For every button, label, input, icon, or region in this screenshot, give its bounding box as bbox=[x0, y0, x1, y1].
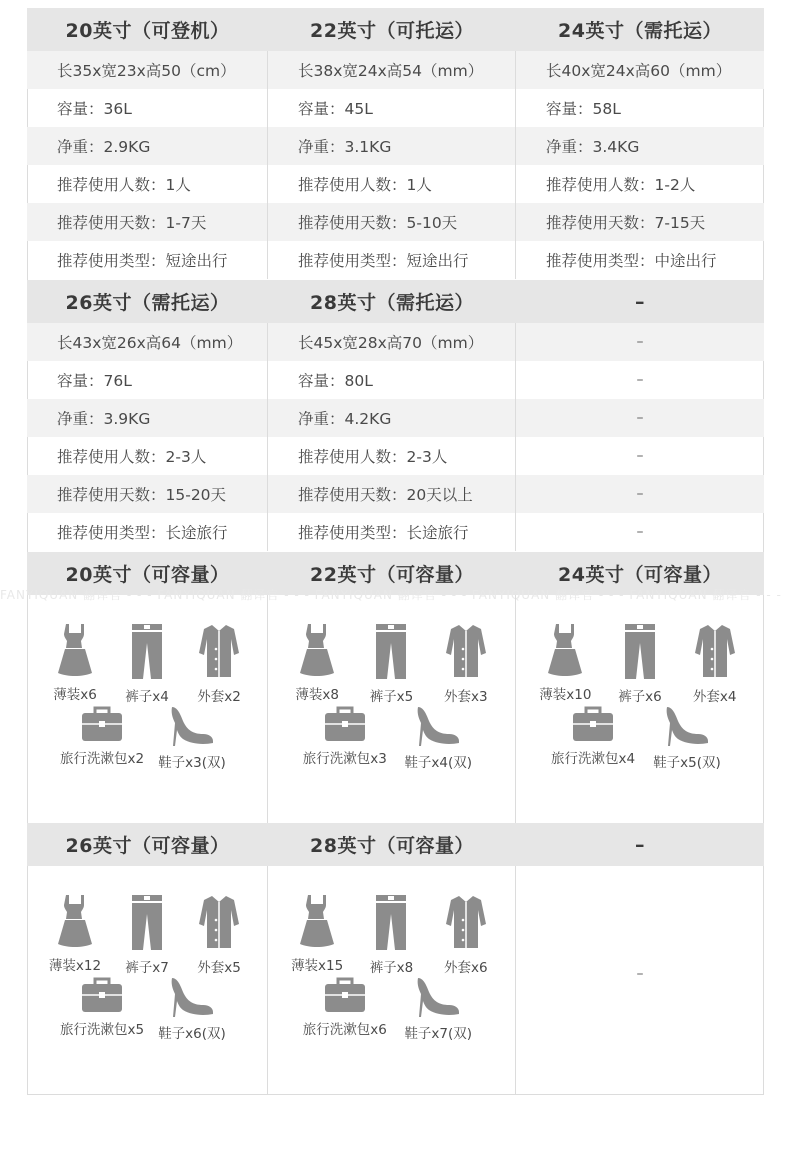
pants-item bbox=[112, 894, 182, 976]
dress-icon bbox=[299, 623, 335, 679]
spec-cell: 推荐使用天数：7-15天 bbox=[546, 214, 706, 232]
shoes-label: 鞋子x3(双) bbox=[158, 755, 226, 771]
shoes-icon bbox=[415, 976, 461, 1018]
bag-icon bbox=[80, 976, 124, 1014]
spec-row bbox=[27, 89, 764, 127]
spec-row bbox=[27, 437, 764, 475]
spec-cell: 容量：58L bbox=[546, 100, 621, 118]
spec-header-cell: 28英寸（需托运） bbox=[310, 292, 474, 314]
spec-cell: 净重：3.9KG bbox=[27, 399, 268, 437]
dress-item bbox=[282, 623, 352, 705]
spec-header-row-2 bbox=[27, 280, 764, 323]
spec-cell: – bbox=[636, 448, 644, 464]
spec-cell: 净重：2.9KG bbox=[27, 127, 268, 165]
spec-cell: 容量：80L bbox=[268, 361, 516, 399]
spec-header-cell: – bbox=[635, 290, 645, 313]
bag-item bbox=[550, 705, 636, 771]
pants-item bbox=[112, 623, 182, 705]
spec-cell: – bbox=[636, 410, 644, 426]
spec-cell: 推荐使用类型：长途旅行 bbox=[268, 513, 516, 551]
shoes-label: 鞋子x7(双) bbox=[404, 1026, 473, 1042]
spec-row bbox=[27, 361, 764, 399]
spec-row bbox=[27, 399, 764, 437]
pants-icon bbox=[623, 623, 657, 681]
capacity-cell bbox=[27, 866, 268, 1095]
shoes-icon bbox=[169, 705, 215, 747]
dress-icon bbox=[547, 623, 583, 679]
watermark: FANYIQUAN 翻译官 - - - FANYIQUAN 翻译官 - - - FANYIQUAN 翻译官 - - - FANYIQUAN 翻译官 - - - FANYIQUAN 翻译官 - - - bbox=[0, 588, 782, 602]
capacity-cell bbox=[516, 866, 764, 1095]
dress-label: 薄装x10 bbox=[539, 687, 592, 703]
pants-label: 裤子x6 bbox=[618, 689, 662, 705]
pants-label: 裤子x4 bbox=[125, 689, 169, 705]
spec-cell: 推荐使用类型：短途出行 bbox=[268, 241, 516, 279]
capacity-cell bbox=[268, 595, 516, 823]
bag-item bbox=[302, 705, 387, 771]
spec-row bbox=[27, 323, 764, 361]
capacity-header-cell: 26英寸（可容量） bbox=[65, 835, 230, 857]
capacity-header-cell: 24英寸（可容量） bbox=[558, 564, 722, 586]
spec-cell: 推荐使用天数：15-20天 bbox=[27, 475, 268, 513]
coat-label: 外套x5 bbox=[197, 960, 241, 976]
coat-icon bbox=[444, 623, 488, 681]
coat-icon bbox=[197, 894, 241, 952]
spec-row bbox=[27, 165, 764, 203]
coat-item bbox=[431, 894, 501, 976]
spec-row bbox=[27, 203, 764, 241]
bag-item bbox=[59, 976, 145, 1042]
spec-cell: 长43x宽26x高64（mm） bbox=[27, 323, 268, 361]
bag-label: 旅行洗漱包x3 bbox=[302, 751, 387, 767]
bag-label: 旅行洗漱包x4 bbox=[550, 751, 636, 767]
spec-row bbox=[27, 51, 764, 89]
capacity-header-cell: 22英寸（可容量） bbox=[310, 564, 474, 586]
dress-label: 薄装x8 bbox=[295, 687, 339, 703]
dress-label: 薄装x12 bbox=[48, 958, 102, 974]
pants-label: 裤子x7 bbox=[125, 960, 169, 976]
spec-header-cell: 22英寸（可托运） bbox=[310, 20, 474, 42]
coat-item bbox=[184, 894, 254, 976]
spec-cell: 净重：4.2KG bbox=[268, 399, 516, 437]
spec-header-cell: 26英寸（需托运） bbox=[65, 292, 230, 314]
capacity-header-cell: 20英寸（可容量） bbox=[65, 564, 230, 586]
dress-label: 薄装x6 bbox=[53, 687, 97, 703]
spec-cell: 推荐使用人数：2-3人 bbox=[27, 437, 268, 475]
spec-cell: 净重：3.1KG bbox=[268, 127, 516, 165]
spec-cell: 容量：76L bbox=[27, 361, 268, 399]
capacity-cell bbox=[27, 595, 268, 823]
empty-dash: – bbox=[636, 966, 644, 982]
shoes-icon bbox=[664, 705, 710, 747]
bag-icon bbox=[323, 976, 367, 1014]
spec-cell: 容量：45L bbox=[268, 89, 516, 127]
capacity-header-cell: – bbox=[635, 833, 645, 856]
spec-cell: 推荐使用人数：1人 bbox=[27, 165, 268, 203]
coat-label: 外套x3 bbox=[444, 689, 488, 705]
pants-item bbox=[356, 623, 426, 705]
dress-icon bbox=[57, 894, 93, 950]
shoes-label: 鞋子x5(双) bbox=[653, 755, 721, 771]
spec-cell: 推荐使用类型：长途旅行 bbox=[27, 513, 268, 551]
dress-icon bbox=[57, 623, 93, 679]
bag-icon bbox=[80, 705, 124, 743]
spec-cell: 推荐使用天数：20天以上 bbox=[268, 475, 516, 513]
shoes-icon bbox=[169, 976, 215, 1018]
spec-cell: 容量：36L bbox=[27, 89, 268, 127]
spec-cell: 长35x宽23x高50（cm） bbox=[27, 51, 268, 89]
coat-icon bbox=[693, 623, 737, 681]
spec-cell: – bbox=[636, 334, 644, 350]
shoes-item bbox=[652, 705, 722, 771]
spec-cell: 推荐使用类型：中途出行 bbox=[546, 252, 717, 270]
shoes-icon bbox=[415, 705, 461, 747]
pants-label: 裤子x5 bbox=[369, 689, 414, 705]
spec-cell: 长40x宽24x高60（mm） bbox=[546, 62, 732, 80]
coat-label: 外套x6 bbox=[444, 960, 488, 976]
pants-icon bbox=[130, 894, 164, 952]
coat-icon bbox=[197, 623, 241, 681]
bag-label: 旅行洗漱包x2 bbox=[59, 751, 145, 767]
shoes-label: 鞋子x6(双) bbox=[158, 1026, 226, 1042]
bag-icon bbox=[323, 705, 367, 743]
spec-cell: 净重：3.4KG bbox=[546, 138, 640, 156]
dress-item bbox=[282, 894, 352, 976]
dress-item bbox=[40, 623, 110, 705]
capacity-cell bbox=[268, 866, 516, 1095]
coat-item bbox=[431, 623, 501, 705]
capacity-header-cell: 28英寸（可容量） bbox=[310, 835, 474, 857]
pants-item bbox=[605, 623, 675, 705]
spec-row bbox=[27, 241, 764, 279]
spec-row bbox=[27, 513, 764, 551]
bag-label: 旅行洗漱包x5 bbox=[59, 1022, 145, 1038]
coat-item bbox=[680, 623, 750, 705]
spec-cell: 推荐使用人数：2-3人 bbox=[268, 437, 516, 475]
coat-label: 外套x2 bbox=[197, 689, 241, 705]
shoes-item bbox=[403, 976, 473, 1042]
capacity-cell bbox=[516, 595, 764, 823]
bag-label: 旅行洗漱包x6 bbox=[302, 1022, 387, 1038]
spec-cell: 长38x宽24x高54（mm） bbox=[268, 51, 516, 89]
spec-row bbox=[27, 475, 764, 513]
spec-cell: 推荐使用天数：1-7天 bbox=[27, 203, 268, 241]
spec-row bbox=[27, 127, 764, 165]
spec-cell: 推荐使用人数：1-2人 bbox=[546, 176, 696, 194]
spec-cell: – bbox=[636, 372, 644, 388]
coat-icon bbox=[444, 894, 488, 952]
pants-item bbox=[356, 894, 426, 976]
spec-header-cell: 24英寸（需托运） bbox=[558, 20, 722, 42]
dress-label: 薄装x15 bbox=[291, 958, 344, 974]
bag-item bbox=[302, 976, 387, 1042]
spec-header-cell: 20英寸（可登机） bbox=[65, 20, 230, 42]
capacity-header-row-2 bbox=[27, 823, 764, 866]
coat-label: 外套x4 bbox=[692, 689, 737, 705]
shoes-label: 鞋子x4(双) bbox=[404, 755, 473, 771]
spec-cell: 长45x宽28x高70（mm） bbox=[268, 323, 516, 361]
coat-item bbox=[184, 623, 254, 705]
pants-icon bbox=[130, 623, 164, 681]
shoes-item bbox=[157, 976, 227, 1042]
spec-cell: – bbox=[636, 486, 644, 502]
bag-icon bbox=[571, 705, 615, 743]
pants-icon bbox=[374, 894, 408, 952]
dress-icon bbox=[299, 894, 335, 950]
pants-icon bbox=[374, 623, 408, 681]
spec-header-row-1 bbox=[27, 8, 764, 51]
pants-label: 裤子x8 bbox=[369, 960, 414, 976]
bag-item bbox=[59, 705, 145, 771]
spec-cell: 推荐使用类型：短途出行 bbox=[27, 241, 268, 279]
shoes-item bbox=[157, 705, 227, 771]
shoes-item bbox=[403, 705, 473, 771]
spec-cell: 推荐使用天数：5-10天 bbox=[268, 203, 516, 241]
spec-cell: 推荐使用人数：1人 bbox=[268, 165, 516, 203]
spec-cell: – bbox=[636, 524, 644, 540]
dress-item bbox=[40, 894, 110, 976]
dress-item bbox=[530, 623, 600, 705]
